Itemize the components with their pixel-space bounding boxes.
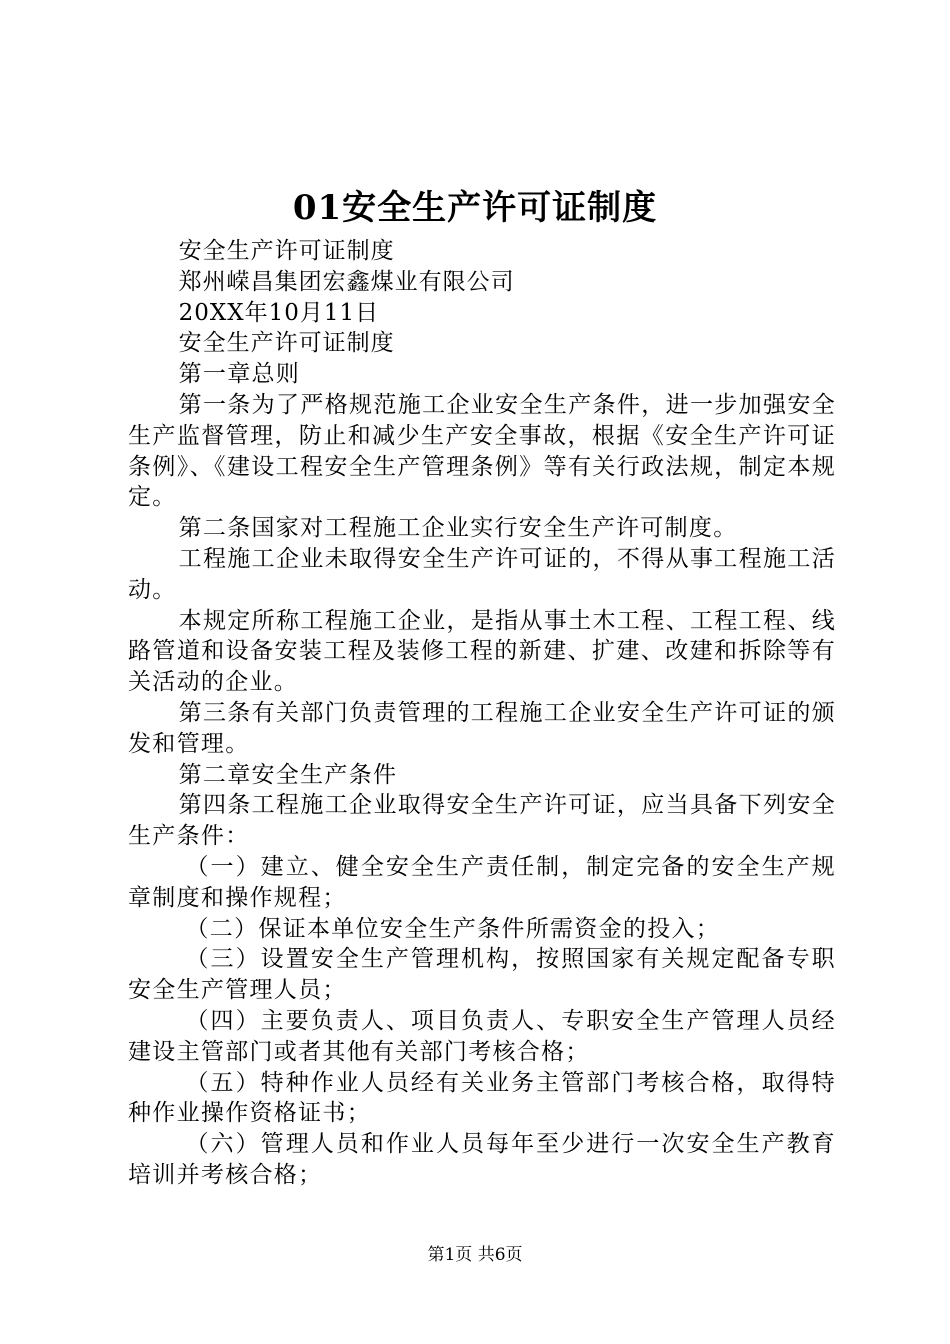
chapter-heading-1: 第一章总则 bbox=[178, 361, 301, 388]
paragraph-doc-name-repeat: 安全生产许可证制度 bbox=[178, 330, 395, 357]
article-2-clause-1: 工程施工企业未取得安全生产许可证的，不得从事工程施工活动。 bbox=[128, 545, 836, 603]
document-title: 01安全生产许可证制度 bbox=[292, 188, 658, 228]
condition-item-6: （六）管理人员和作业人员每年至少进行一次安全生产教育培训并考核合格； bbox=[128, 1131, 836, 1188]
chapter-heading-2: 第二章安全生产条件 bbox=[178, 761, 398, 788]
paragraph-company: 郑州嵘昌集团宏鑫煤业有限公司 bbox=[178, 268, 515, 295]
condition-item-2: （二）保证本单位安全生产条件所需资金的投入； bbox=[185, 915, 721, 942]
condition-item-1: （一）建立、健全安全生产责任制，制定完备的安全生产规章制度和操作规程； bbox=[128, 853, 836, 911]
condition-item-3: （三）设置安全生产管理机构，按照国家有关规定配备专职安全生产管理人员； bbox=[128, 946, 836, 1004]
article-2: 第二条国家对工程施工企业实行安全生产许可制度。 bbox=[178, 515, 738, 542]
page-footer: 第1页 共6页 bbox=[427, 1245, 523, 1265]
paragraph-date: 20XX年10月11日 bbox=[178, 299, 380, 326]
article-4: 第四条工程施工企业取得安全生产许可证，应当具备下列安全生产条件： bbox=[128, 792, 836, 850]
condition-item-4: （四）主要负责人、项目负责人、专职安全生产管理人员经建设主管部门或者其他有关部门考核合格； bbox=[128, 1007, 836, 1065]
condition-item-5: （五）特种作业人员经有关业务主管部门考核合格，取得特种作业操作资格证书； bbox=[128, 1069, 836, 1127]
paragraph-doc-name: 安全生产许可证制度 bbox=[178, 238, 395, 264]
article-2-clause-2: 本规定所称工程施工企业，是指从事土木工程、工程工程、线路管道和设备安装工程及装修工程的新建、扩建、改建和拆除等有关活动的企业。 bbox=[128, 607, 836, 696]
article-1: 第一条为了严格规范施工企业安全生产条件，进一步加强安全生产监督管理，防止和减少生产安全事故，根据《安全生产许可证条例》、《建设工程安全生产管理条例》等有关行政法规，制定本规定。 bbox=[128, 391, 836, 511]
document-body bbox=[128, 236, 836, 1191]
article-3: 第三条有关部门负责管理的工程施工企业安全生产许可证的颁发和管理。 bbox=[128, 699, 836, 757]
